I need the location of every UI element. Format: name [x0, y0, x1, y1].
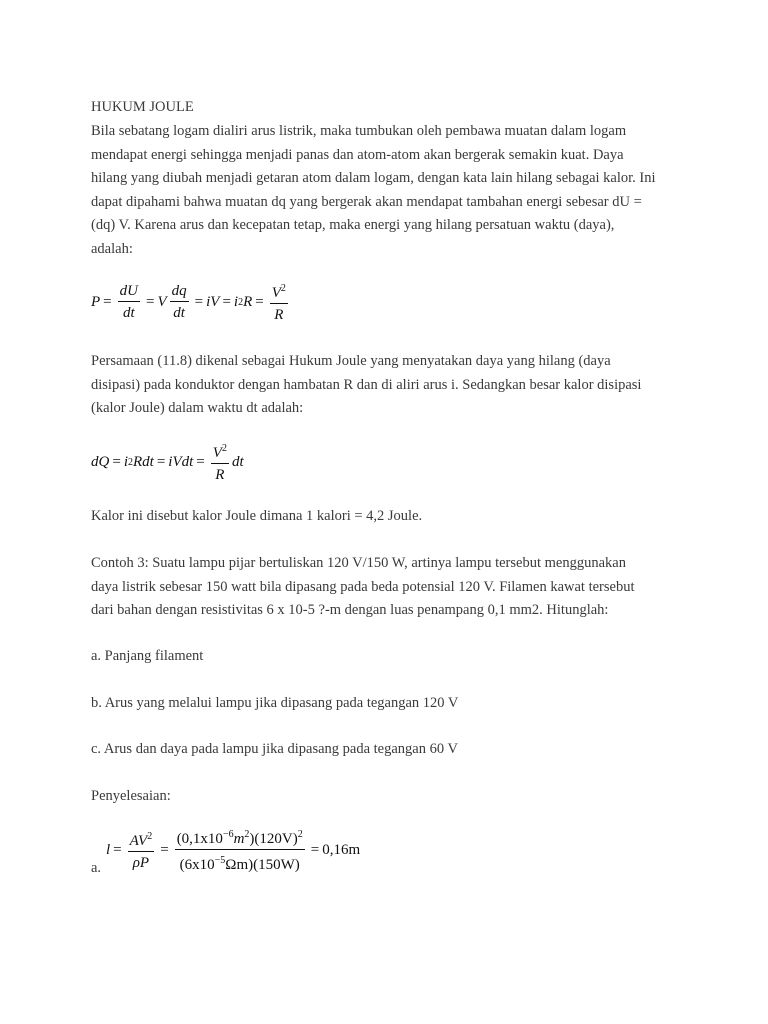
text-line: adalah:	[91, 240, 133, 257]
eq-symbol: V	[157, 293, 167, 310]
paragraph-example	[91, 552, 681, 623]
text-line: hilang yang diubah menjadi getaran atom dalam logam, dengan kata lain hilang sebagai kalor. Ini	[91, 170, 656, 186]
eq-operator: =	[194, 293, 204, 310]
eq-exponent: 2	[297, 829, 303, 840]
text-line: Bila sebatang logam dialiri arus listrik, maka tumbukan oleh pembawa muatan dalam logam	[91, 123, 627, 139]
eq-symbol: dQ	[91, 453, 110, 470]
fraction	[118, 282, 140, 322]
eq-text: )(120V)	[249, 831, 298, 847]
fraction-denominator: dt	[173, 305, 185, 321]
text-line: Contoh 3: Suatu lampu pijar bertuliskan 120 V/150 W, artinya lampu tersebut menggunakan	[91, 555, 626, 571]
eq-symbol: i	[123, 453, 128, 470]
eq-operator: =	[196, 453, 205, 470]
fraction-numerator	[175, 826, 305, 850]
solution-label: Penyelesaian:	[91, 788, 171, 804]
eq-exponent: −6	[222, 829, 234, 840]
answer-label: a.	[91, 860, 102, 876]
eq-symbol: iVdt	[168, 453, 194, 470]
eq-symbol: l	[106, 841, 111, 858]
eq-symbol: i	[233, 293, 239, 310]
eq-exponent: 2	[127, 456, 133, 468]
paragraph-joule-law	[91, 350, 681, 421]
equation-joule-power	[91, 280, 291, 324]
equation-filament-length	[106, 826, 360, 874]
question-c: c. Arus dan daya pada lampu jika dipasang pada tegangan 60 V	[91, 741, 458, 757]
eq-exponent: 2	[280, 283, 286, 294]
eq-exponent: 2	[221, 443, 227, 454]
fraction-denominator: dt	[122, 305, 135, 321]
fraction-numerator	[211, 440, 229, 464]
fraction-denominator: R	[274, 307, 284, 323]
fraction	[170, 282, 189, 322]
eq-symbol: V	[271, 285, 281, 301]
text-line: disipasi) pada konduktor dengan hambatan R dan di aliri arus i. Sedangkan besar kalor disipasi	[91, 376, 642, 393]
eq-exponent: −5	[214, 855, 226, 866]
question-b: b. Arus yang melalui lampu jika dipasang pada tegangan 120 V	[91, 695, 459, 711]
fraction-numerator: dq	[170, 282, 189, 302]
eq-exponent: 2	[147, 831, 153, 842]
eq-operator: =	[103, 293, 112, 310]
fraction	[128, 828, 155, 872]
fraction	[270, 280, 288, 324]
eq-text: (0,1x10	[176, 831, 223, 847]
paragraph-intro	[91, 120, 681, 261]
text-line: (dq) V. Karena arus dan kecepatan tetap, maka energi yang hilang persatuan waktu (daya),	[91, 217, 615, 233]
text-line: daya listrik sebesar 150 watt bila dipasang pada beda potensial 120 V. Filamen kawat tersebut	[91, 578, 635, 595]
eq-operator: =	[222, 293, 231, 310]
eq-operator: =	[145, 293, 155, 310]
eq-operator: =	[113, 841, 122, 858]
eq-text: m	[233, 831, 245, 847]
eq-text: (6x10	[179, 857, 215, 873]
fraction-denominator: R	[215, 467, 225, 483]
text-line: (kalor Joule) dalam waktu dt adalah:	[91, 400, 304, 416]
fraction-denominator: ρP	[132, 855, 150, 871]
eq-symbol: dt	[231, 453, 244, 470]
eq-symbol: Rdt	[132, 453, 154, 470]
kalor-joule-text: Kalor ini disebut kalor Joule dimana 1 kalori = 4,2 Joule.	[91, 508, 423, 524]
eq-symbol: P	[91, 293, 101, 310]
eq-text: Ωm)(150W)	[225, 857, 300, 873]
eq-operator: =	[156, 453, 166, 470]
eq-symbol: R	[243, 293, 253, 310]
eq-operator: =	[310, 841, 320, 858]
eq-exponent: 2	[238, 296, 244, 308]
fraction-denominator	[180, 850, 300, 874]
heading: HUKUM JOULE	[91, 99, 194, 115]
fraction	[175, 826, 305, 874]
text-line: mendapat energi sehingga menjadi panas dan atom-atom akan bergerak semakin kuat. Daya	[91, 146, 624, 163]
question-a: a. Panjang filament	[91, 648, 204, 664]
eq-symbol: iV	[206, 293, 220, 310]
fraction	[211, 440, 229, 484]
eq-operator: =	[255, 293, 264, 310]
eq-symbol: V	[212, 445, 222, 461]
text-line: dari bahan dengan resistivitas 6 x 10-5 ?-m dengan luas penampang 0,1 mm2. Hitunglah:	[91, 602, 609, 618]
text-line: Persamaan (11.8) dikenal sebagai Hukum Joule yang menyatakan daya yang hilang (daya	[91, 353, 611, 369]
eq-operator: =	[112, 453, 121, 470]
fraction-numerator	[270, 280, 288, 304]
eq-result: 0,16m	[322, 841, 361, 858]
eq-symbol: AV	[129, 833, 148, 849]
equation-joule-heat	[91, 440, 244, 484]
fraction-numerator	[128, 828, 155, 852]
text-line: dapat dipahami bahwa muatan dq yang bergerak akan mendapat tambahan energi sebesar dU =	[91, 193, 642, 210]
eq-operator: =	[160, 841, 169, 858]
eq-exponent: 2	[244, 829, 250, 840]
fraction-numerator: dU	[118, 282, 140, 302]
